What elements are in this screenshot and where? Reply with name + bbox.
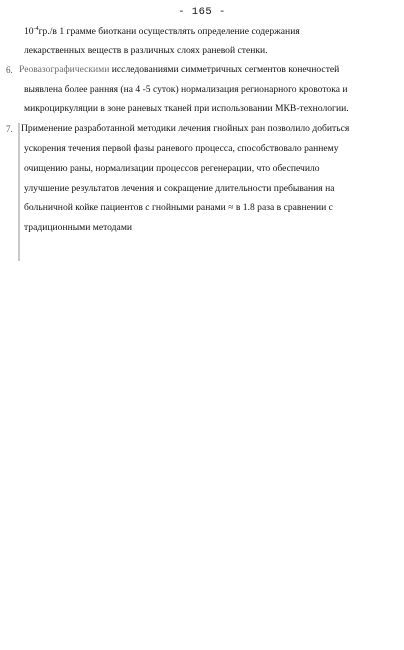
item-7-line-5: больничной койке пациентов с гнойными ранами ≈ в 1.8 раза в сравнении с (24, 202, 333, 213)
item-6-number: 6. (6, 65, 13, 75)
item-7-line-4: улучшение результатов лечения и сокращение длительности пребывания на (24, 183, 335, 194)
item-7-line-3: очищению раны, нормализации процессов регенерации, что обеспечило (24, 163, 320, 174)
item-6-line-2: выявлена более ранняя (на 4 -5 суток) нормализация регионарного кровотока и (24, 84, 348, 95)
item-7-number: 7. (6, 124, 13, 134)
continuation-line-2: лекарственных веществ в различных слоях раневой стенки. (24, 45, 268, 56)
page-number: - 165 - (178, 6, 226, 18)
item-6-line-1: Реовазографическими исследованиями симметричных сегментов конечностей (19, 64, 340, 75)
continuation-line-1: $10^{-4}гр./в$ 1 грамме биоткани осуществлять определение содержания (24, 25, 300, 37)
item-7-line-1: Применение разработанной методики лечения гнойных ран позволило добиться (21, 123, 350, 134)
item-7-line-6: традиционными методами (24, 222, 133, 233)
margin-bar (18, 123, 20, 261)
item-7-line-2: ускорения течения первой фазы раневого процесса, способствовало раннему (24, 143, 339, 154)
item-6-line-3: микроциркуляции в зоне раневых тканей при использовании МКВ-технологии. (24, 103, 349, 114)
